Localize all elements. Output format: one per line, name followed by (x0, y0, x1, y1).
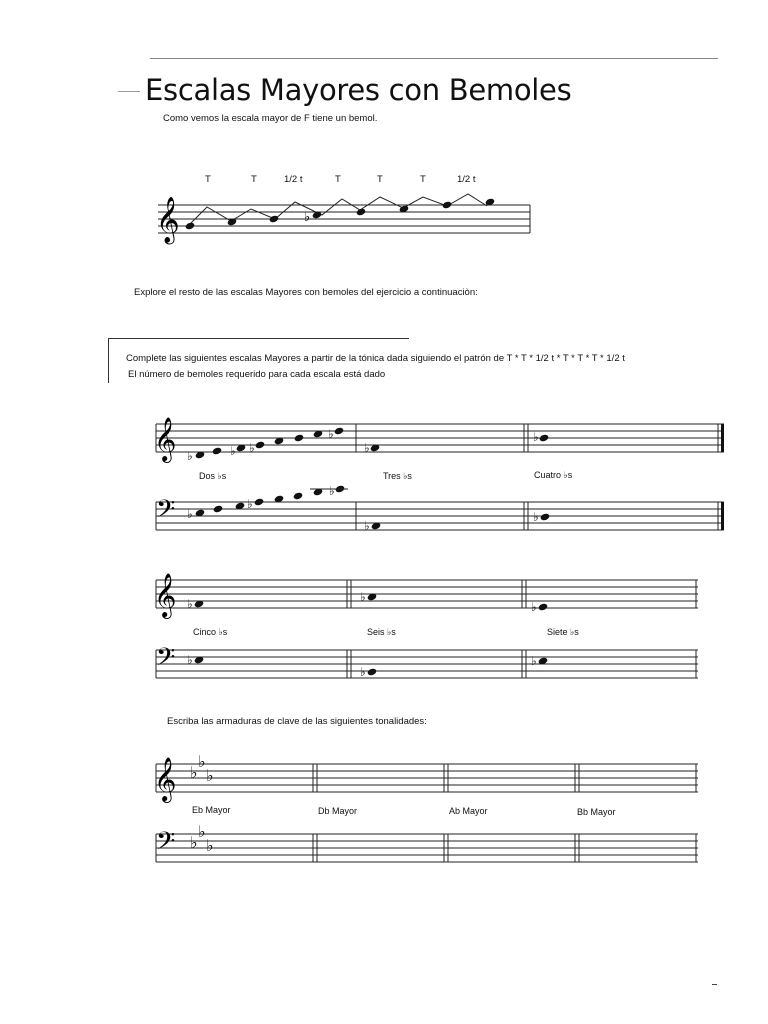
bass-clef-icon: 𝄢 (156, 827, 176, 862)
scale-notes (185, 198, 496, 231)
scale-label: Cinco ♭s (193, 627, 228, 637)
scale-label: Seis ♭s (367, 627, 396, 637)
svg-text:♭: ♭ (531, 600, 537, 614)
svg-text:♭: ♭ (247, 497, 253, 511)
intro-text: Como vemos la escala mayor de F tiene un bemol. (163, 113, 378, 124)
key-label: Bb Mayor (577, 807, 616, 817)
key-label: Ab Mayor (449, 806, 488, 816)
svg-text:♭: ♭ (187, 597, 193, 611)
flat-icon: ♭ (304, 210, 311, 225)
system-1 (150, 410, 730, 540)
bass-clef-icon: 𝄢 (156, 495, 176, 530)
svg-text:♭: ♭ (329, 484, 335, 498)
svg-text:♭: ♭ (198, 752, 206, 771)
interval-label: T (205, 174, 211, 185)
svg-text:♭: ♭ (533, 430, 539, 444)
top-rule (150, 58, 718, 59)
interval-label: T (335, 174, 341, 185)
treble-clef-icon: 𝄞 (154, 757, 177, 801)
interval-label: T (420, 174, 426, 185)
treble-clef-icon: 𝄞 (156, 197, 180, 243)
svg-text:♭: ♭ (533, 510, 539, 524)
instruction-line-1: Complete las siguientes escalas Mayores a partir de la tónica dada siguiendo el patrón de T * T * 1/2 t * T * T * T * 1/2 t (126, 353, 625, 364)
treble-clef-icon: 𝄞 (154, 417, 177, 461)
instruction-line-2: El número de bemoles requerido para cada escala está dado (128, 369, 386, 380)
explore-text: Explore el resto de las escalas Mayores con bemoles del ejercicio a continuaciòn: (134, 287, 478, 298)
system-3 (150, 748, 710, 870)
svg-text:♭: ♭ (187, 449, 193, 463)
interval-label: 1/2 t (284, 174, 303, 185)
svg-text:♭: ♭ (360, 665, 366, 679)
page-mark (712, 984, 717, 985)
scale-label: Cuatro ♭s (534, 470, 573, 480)
svg-text:♭: ♭ (187, 653, 193, 667)
svg-text:♭: ♭ (198, 822, 206, 841)
svg-text:♭: ♭ (360, 590, 366, 604)
system-2 (150, 566, 710, 686)
svg-text:♭: ♭ (206, 766, 214, 785)
interval-label: T (377, 174, 383, 185)
scale-label: Siete ♭s (547, 627, 579, 637)
title-dash (118, 91, 140, 92)
key-label: Eb Mayor (192, 805, 231, 815)
svg-text:♭: ♭ (249, 441, 255, 455)
page-title: Escalas Mayores con Bemoles (145, 73, 572, 107)
scale-label: Dos ♭s (199, 471, 227, 481)
svg-text:♭: ♭ (190, 763, 198, 782)
bass-clef-icon: 𝄢 (156, 643, 176, 678)
svg-text:♭: ♭ (364, 441, 370, 455)
svg-text:♭: ♭ (364, 519, 370, 533)
svg-text:♭: ♭ (531, 654, 537, 668)
svg-text:♭: ♭ (230, 444, 236, 458)
svg-text:♭: ♭ (328, 427, 334, 441)
scale-label: Tres ♭s (383, 471, 412, 481)
svg-text:♭: ♭ (190, 833, 198, 852)
svg-text:♭: ♭ (187, 507, 193, 521)
keysig-instruction: Escriba las armaduras de clave de las siguientes tonalidades: (167, 716, 427, 727)
interval-label: 1/2 t (457, 174, 476, 185)
key-label: Db Mayor (318, 806, 358, 816)
key-signature-flats (190, 752, 214, 855)
svg-text:♭: ♭ (206, 836, 214, 855)
f-major-example-staff (150, 188, 540, 248)
treble-clef-icon: 𝄞 (154, 573, 177, 617)
interval-label: T (251, 174, 257, 185)
